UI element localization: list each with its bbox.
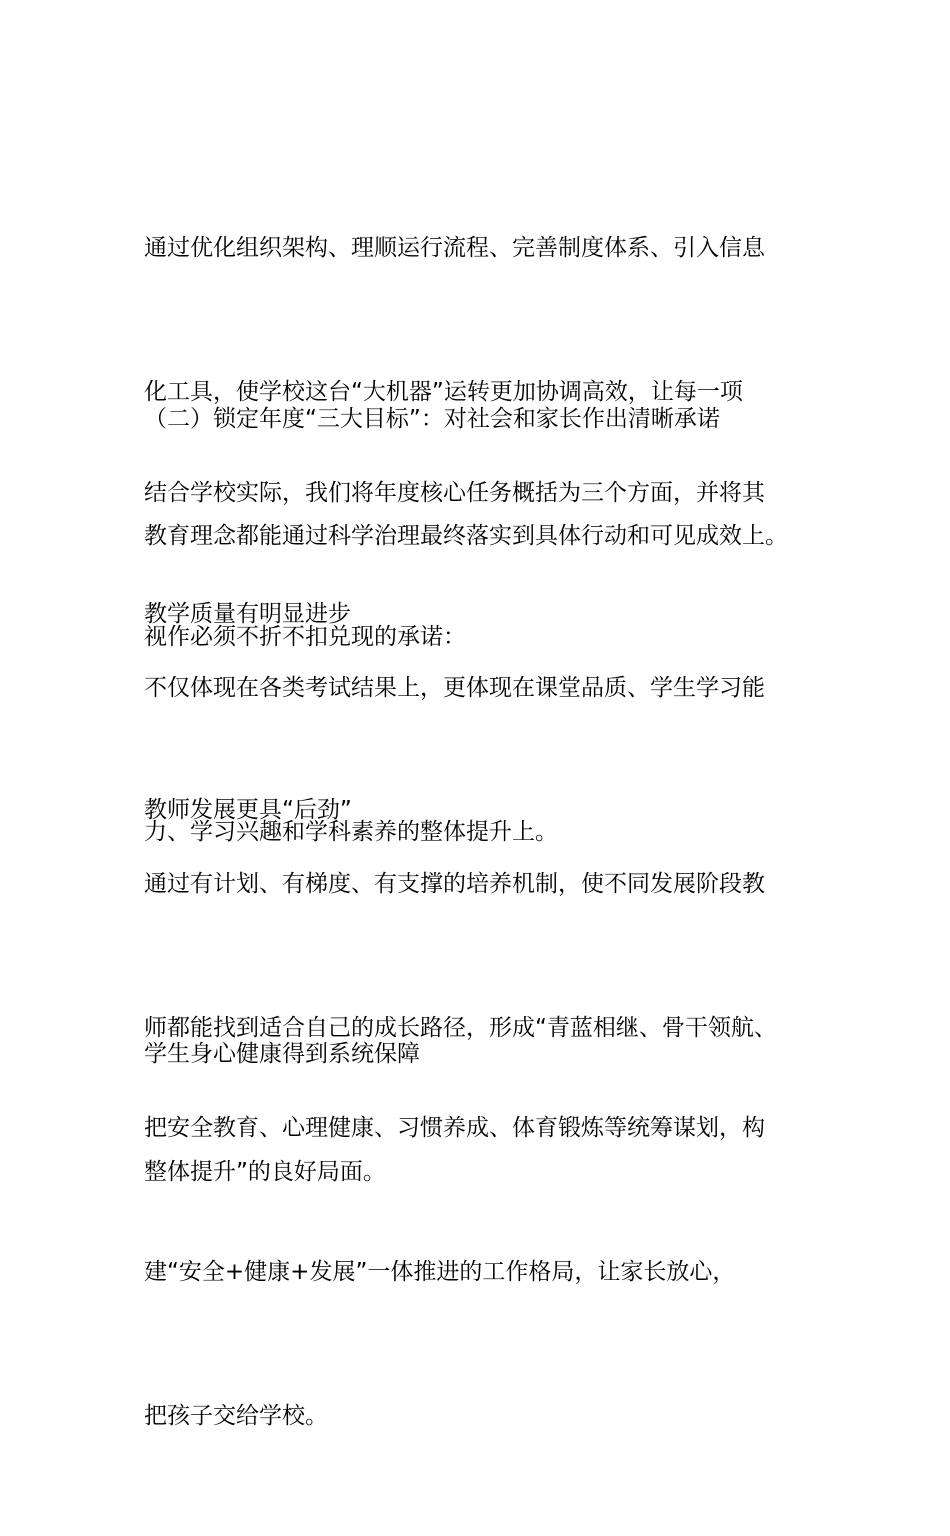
text-line: 整体提升”的良好局面。 xyxy=(144,1159,386,1185)
text-line: 教育理念都能通过科学治理最终落实到具体行动和可见成效上。 xyxy=(144,523,788,549)
subheading-line: 学生身心健康得到系统保障 xyxy=(144,1041,420,1067)
text-line: 力、学习兴趣和学科素养的整体提升上。 xyxy=(144,819,558,845)
text-line: 建“安全+健康+发展”一体推进的工作格局，让家长放心， xyxy=(144,1259,736,1285)
text-line: 通过有计划、有梯度、有支撑的培养机制，使不同发展阶段教 xyxy=(144,871,765,897)
text-line: 把安全教育、心理健康、习惯养成、体育锻炼等统筹谋划，构 xyxy=(144,1115,765,1141)
text-line: 通过优化组织架构、理顺运行流程、完善制度体系、引入信息 xyxy=(144,235,765,261)
subheading-line: 教师发展更具“后劲” xyxy=(144,797,352,823)
paragraph-student-health xyxy=(144,1008,824,1536)
text-line: 化工具，使学校这台“大机器”运转更加协调高效，让每一项 xyxy=(144,379,743,405)
text-line: 把孩子交给学校。 xyxy=(144,1403,328,1429)
subheading-line: 教学质量有明显进步 xyxy=(144,601,351,627)
text-line: 师都能找到适合自己的成长路径，形成“青蓝相继、骨干领航、 xyxy=(144,1015,777,1041)
heading-line: （二）锁定年度“三大目标”：对社会和家长作出清晰承诺 xyxy=(144,406,720,432)
text-line: 结合学校实际，我们将年度核心任务概括为三个方面，并将其 xyxy=(144,480,765,506)
text-line: 视作必须不折不扣兑现的承诺： xyxy=(144,624,466,650)
text-line: 不仅体现在各类考试结果上，更体现在课堂品质、学生学习能 xyxy=(144,675,765,701)
